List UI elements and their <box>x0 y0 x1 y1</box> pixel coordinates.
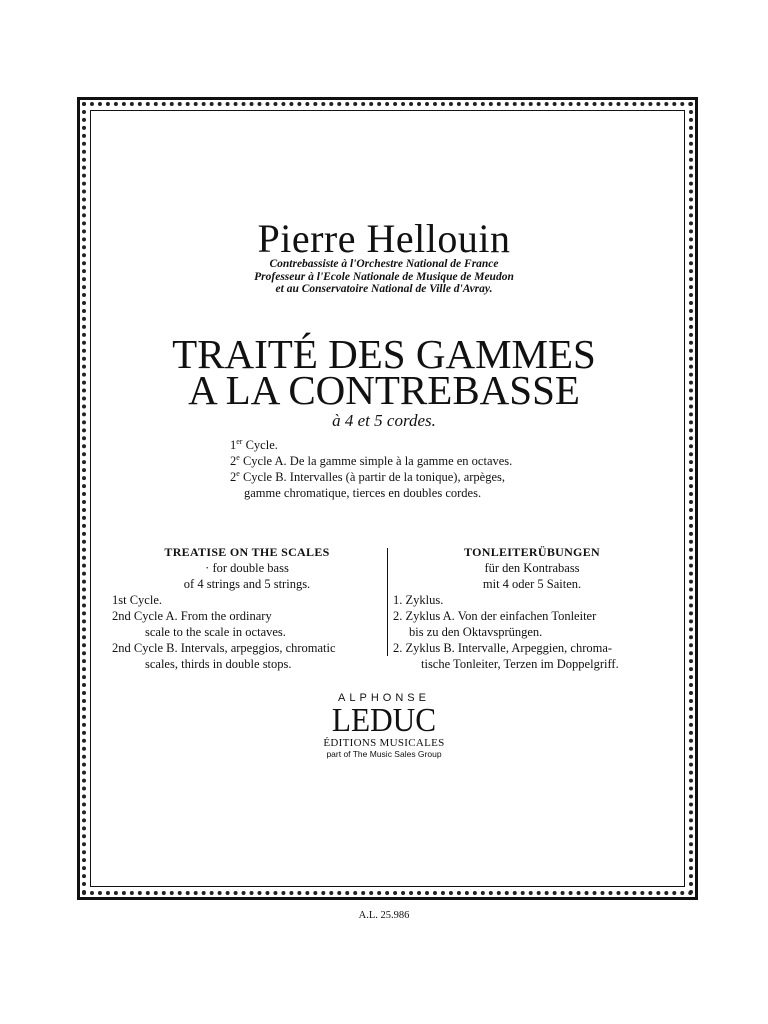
page-title <box>0 331 768 413</box>
english-heading: TREATISE ON THE SCALES <box>164 545 330 559</box>
credit-line: Professeur à l'Ecole Nationale de Musique de Meudon <box>254 270 514 283</box>
publisher-logo-name: LEDUC <box>331 702 437 739</box>
cycle-item: 2e Cycle A. De la gamme simple à la gamme en octaves. <box>230 453 513 468</box>
english-cycle-continuation: scale to the scale in octaves. <box>145 625 286 639</box>
credit-line: et au Conservatoire National de Ville d'Avray. <box>275 283 493 295</box>
german-cycle-item: 2. Zyklus A. Von der einfachen Tonleiter <box>393 609 597 623</box>
composer-credits <box>0 258 768 296</box>
german-column <box>393 544 671 672</box>
title-line-2: A LA CONTREBASSE <box>188 367 580 413</box>
german-cycle-continuation: bis zu den Oktavsprüngen. <box>409 625 543 639</box>
cycle-item-continuation: gamme chromatique, tierces en doubles cordes. <box>244 486 482 500</box>
english-cycle-item: 2nd Cycle B. Intervals, arpeggios, chromatic <box>112 641 336 655</box>
english-subheading: · for double bass <box>205 561 289 575</box>
english-subheading: of 4 strings and 5 strings. <box>183 577 311 591</box>
german-subheading: mit 4 oder 5 Saiten. <box>482 577 582 591</box>
german-heading: TONLEITERÜBUNGEN <box>464 545 600 559</box>
cycle-item: 2e Cycle B. Intervalles (à partir de la tonique), arpèges, <box>230 469 505 484</box>
subtitle: à 4 et 5 cordes. <box>332 411 436 430</box>
publisher-logo <box>284 692 484 759</box>
publisher-group: part of The Music Sales Group <box>326 749 442 759</box>
german-cycle-item: 1. Zyklus. <box>393 593 444 607</box>
composer-name: Pierre Hellouin <box>257 216 511 261</box>
credit-line: Contrebassiste à l'Orchestre National de France <box>269 258 499 270</box>
title-line-1: TRAITÉ DES GAMMES <box>172 331 596 377</box>
english-cycle-item: 1st Cycle. <box>112 593 162 607</box>
english-column <box>112 544 382 672</box>
catalog-number: A.L. 25.986 <box>358 910 410 921</box>
german-cycle-item: 2. Zyklus B. Intervalle, Arpeggien, chroma- <box>393 641 613 655</box>
english-cycle-continuation: scales, thirds in double stops. <box>145 657 292 671</box>
column-divider <box>387 548 388 656</box>
german-cycle-continuation: tische Tonleiter, Terzen im Doppelgriff. <box>421 657 619 671</box>
publisher-logo-top: ALPHONSE <box>338 692 430 704</box>
german-subheading: für den Kontrabass <box>484 561 580 575</box>
french-cycle-list <box>230 437 610 501</box>
english-cycle-item: 2nd Cycle A. From the ordinary <box>112 609 272 623</box>
cycle-item: 1er Cycle. <box>230 437 278 452</box>
publisher-editions: ÉDITIONS MUSICALES <box>323 737 445 749</box>
